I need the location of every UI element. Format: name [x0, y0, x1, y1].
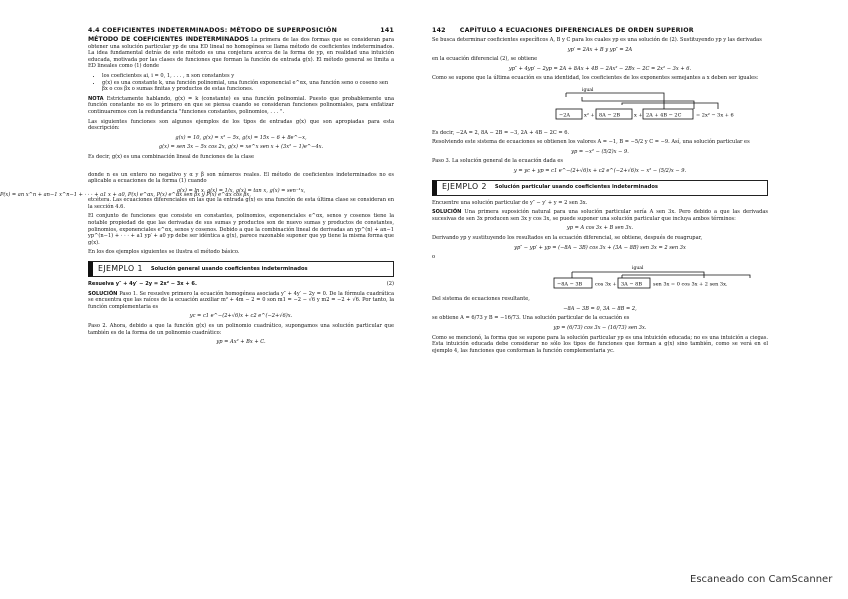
etcetera-text: etcétera. Las ecuaciones diferenciales en las que la entrada g(x) es una función de esta última clase se consideran en la sección 4.6.	[88, 197, 394, 210]
derivatives-row: yp′ = 2Ax + B y yp″ = 2A	[567, 46, 633, 53]
section-title: 4.4 COEFICIENTES INDETERMINADOS: MÉTODO DE SUPERPOSICIÓN	[88, 27, 338, 34]
rhs-1: = 2x² − 3x + 6	[696, 112, 734, 119]
example-1-label: EJEMPLO 1	[98, 263, 143, 273]
example-2-solution-text: Una primera suposición natural para una solución particular sería A sen 3x. Pero debido a que las derivadas sucesivas de sen 3x producen sen 3x y cos 3x, se puede suponer una solución particular que incluya ambos términos:	[432, 209, 768, 222]
example-2-banner	[432, 180, 768, 196]
examples-row-2: g(x) = sen 3x − 5x cos 2x, g(x) = xe^x sen x + (3x² − 1)e^−4x.	[158, 144, 324, 151]
igual-label-2: igual	[632, 265, 644, 271]
not-applicable-row: g(x) = ln x, g(x) = 1/x, g(x) = tan x, g(x) = sen⁻¹x,	[176, 187, 306, 194]
right-page-body	[432, 37, 768, 354]
left-page	[0, 0, 395, 560]
combination-text: Es decir, g(x) es una combinación lineal de funciones de la clase	[88, 153, 255, 160]
step-3: Paso 3. La solución general de la ecuación dada es	[432, 158, 564, 165]
example-2-title: Solución particular usando coeficientes indeterminados	[494, 184, 658, 191]
box2-a-text: −8A − 3B	[557, 281, 583, 288]
cos-term: cos 3x +	[595, 281, 617, 288]
x2-term: x² +	[584, 112, 595, 119]
particular-solution-1: yp = −x² − (5/2)x − 9.	[571, 148, 629, 155]
solucion-label-2: SOLUCIÓN	[432, 209, 462, 216]
example-2-solution	[432, 209, 768, 222]
particular-guess-2: yp = A cos 3x + B sen 3x.	[566, 225, 634, 232]
box-b-text: 8A − 2B	[599, 112, 621, 119]
method-title: MÉTODO DE COEFICIENTES INDETERMINADOS	[88, 36, 249, 43]
closing-paragraph: Como se mencionó, la forma que se supone para la solución particular yp es una intuición educada; no es una intuición a ciegas. Esta intuición educada debe considerar no sólo los tipos de funciones que forman a g(x) sino también, como se verá en el ejemplo 4, las funciones que conforman la función complementaria yc.	[432, 334, 768, 354]
obtain-text: se obtiene A = 6/73 y B = −16/73. Una solución particular de la ecuación es	[432, 315, 630, 322]
example-2-problem: Encuentre una solución particular de y″ − y′ + y = 2 sen 3x.	[432, 199, 588, 206]
seek-text: Se busca determinar coeficientes específicos A, B y C para los cuales yp es una solución de (2). Sustituyendo yp y las derivadas	[432, 37, 762, 43]
step-1	[88, 291, 394, 311]
example-1-banner	[88, 261, 394, 277]
page-number-left: 141	[380, 27, 394, 34]
nota-paragraph	[88, 96, 394, 116]
camscanner-watermark: Escaneado con CamScanner	[690, 574, 833, 585]
example-1-title: Solución general usando coeficientes indeterminados	[150, 265, 308, 272]
right-page-header	[432, 27, 768, 37]
examples-row-1: g(x) = 10, g(x) = x² − 5x, g(x) = 15x − 6 + 8e^−x,	[175, 134, 307, 141]
box-c-text: 2A + 4B − 2C	[646, 112, 682, 119]
nota-label: NOTA	[88, 95, 104, 102]
system-equations: −8A − 3B = 0, 3A − 8B = 2,	[563, 305, 637, 312]
page-number-right: 142	[432, 27, 446, 34]
where-text: donde n es un entero no negativo y α y β son números reales. El método de coeficientes indeterminados no es aplicable a ecuaciones de la forma (1) cuando	[88, 171, 394, 185]
o-text: o	[432, 254, 436, 261]
matching-brackets	[566, 93, 718, 109]
box-a-text: −2A	[559, 112, 570, 119]
rhs-2: sen 3x = 0 cos 3x + 2 sen 3x.	[653, 281, 728, 288]
nota-text: Estrictamente hablando, g(x) = k (constante) es una función polinomial. Puesto que probablemente una función constante no es lo primero en que se piensa cuando se consideran funciones polinomiales, para enfatizar continuaremos con la redundancia "funciones constantes, polinomios, . . . ".	[88, 95, 395, 115]
complementary-function: yc = c1 e^−(2+√6)x + c2 e^(−2+√6)x.	[189, 313, 293, 320]
step-2: Paso 2. Ahora, debido a que la función g(x) es un polinomio cuadrático, supongamos una solución particular que también es de la forma de un polinomio cuadrático:	[88, 323, 394, 336]
illustrate-text: En los dos ejemplos siguientes se ilustra el método básico.	[88, 249, 240, 256]
example-2-label: EJEMPLO 2	[442, 182, 487, 192]
igual-label: igual	[582, 87, 594, 93]
into-eq-text: en la ecuación diferencial (2), se obtiene	[432, 56, 538, 63]
solucion-label: SOLUCIÓN	[88, 290, 118, 297]
es-decir-system: Es decir, −2A = 2, 8A − 2B = −3, 2A + 4B − 2C = 6.	[432, 129, 570, 136]
coefficient-match-diagram-1	[432, 85, 768, 127]
right-page	[432, 0, 768, 560]
function-class-line: P(x) = an x^n + an−1 x^n−1 + · · · + a1 x + a0, P(x) e^αx, P(x) e^αx sen βx y P(x) e^αx cos βx,	[0, 192, 251, 198]
particular-guess: yp = Ax² + Bx + C.	[216, 339, 266, 346]
intro-text: La primera de las dos formas que se consideran para obtener una solución particular yp de una ED lineal no homogénea se llama método de coeficientes indeterminados. La idea fundamental detrás de este método es una conjetura acerca de la forma de yp, en realidad una intuición educada, motivada por las clases de funciones que forman la función de entrada g(x). El método general se limita a ED lineales como (1) donde	[88, 37, 395, 70]
expanded-equation: yp″ + 4yp′ − 2yp = 2A + 8Ax + 4B − 2Ax² − 2Bx − 2C = 2x² − 3x + 6.	[508, 65, 692, 72]
set-paragraph: El conjunto de funciones que consiste en constantes, polinomios, exponenciales e^αx, senos y cosenos tiene la notable propiedad de que las derivadas de sus sumas y productos son de nuevo sumas y productos de constantes, polinomios, exponenciales e^αx, senos y cosenos. Debido a que la combinación lineal de derivadas an yp^(n) + an−1 yp^(n−1) + · · · + a1 yp′ + a0 yp debe ser idéntica a g(x), parece razonable suponer que yp tiene la misma forma que g(x).	[88, 213, 394, 246]
condition-item: • g(x) es una constante k, una función polinomial, una función exponencial e^αx, una función seno o coseno sen βx o cos βx o sumas finitas y productos de estas funciones.	[102, 80, 394, 93]
system-intro: Del sistema de ecuaciones resultante,	[432, 296, 530, 303]
intro-paragraph	[88, 37, 394, 70]
step-1-text: Paso 1. Se resuelve primero la ecuación homogénea asociada y″ + 4y′ − 2y = 0. De la fórmula cuadrática se encuentra que las raíces de la ecuación auxiliar m² + 4m − 2 = 0 son m1 = −2 − √6 y m2 = −2 + √6. Por tanto, la función complementaria es	[88, 290, 394, 310]
coefficient-match-diagram-2	[432, 264, 768, 294]
matching-brackets-2	[572, 272, 750, 278]
conditions-list	[88, 73, 394, 93]
examples-intro: Las siguientes funciones son algunos ejemplos de los tipos de entradas g(x) que son apropiadas para esta descripción:	[88, 118, 394, 132]
general-solution: y = yc + yp = c1 e^−(2+√6)x + c2 e^(−2+√6)x − x² − (5/2)x − 9.	[513, 167, 687, 174]
box2-b-text: 3A − 8B	[621, 281, 643, 288]
chapter-title: CAPÍTULO 4 ECUACIONES DIFERENCIALES DE ORDEN SUPERIOR	[459, 27, 694, 34]
regrouped-equation: yp″ − yp′ + yp = (−8A − 3B) cos 3x + (3A − 8B) sen 3x = 2 sen 3x	[514, 244, 686, 251]
x-term: x +	[634, 112, 643, 119]
differentiating-text: Derivando yp y sustituyendo los resultados en la ecuación diferencial, se obtiene, después de reagrupar,	[432, 234, 703, 241]
particular-solution-2: yp = (6/73) cos 3x − (16/73) sen 3x.	[553, 325, 647, 332]
identity-text: Como se supone que la última ecuación es una identidad, los coeficientes de los exponentes semejantes a x deben ser iguales:	[432, 75, 759, 82]
solving-text: Resolviendo este sistema de ecuaciones se obtienen los valores A = −1, B = −5/2 y C = −9. Así, una solución particular es	[432, 139, 750, 146]
equation-number: (2)	[386, 281, 394, 288]
condition-item: • los coeficientes ai, i = 0, 1, . . . , n son constantes y	[102, 73, 394, 80]
problem-statement	[88, 281, 394, 288]
problem-equation: Resuelva y″ + 4y′ − 2y = 2x² − 3x + 6.	[88, 281, 197, 288]
